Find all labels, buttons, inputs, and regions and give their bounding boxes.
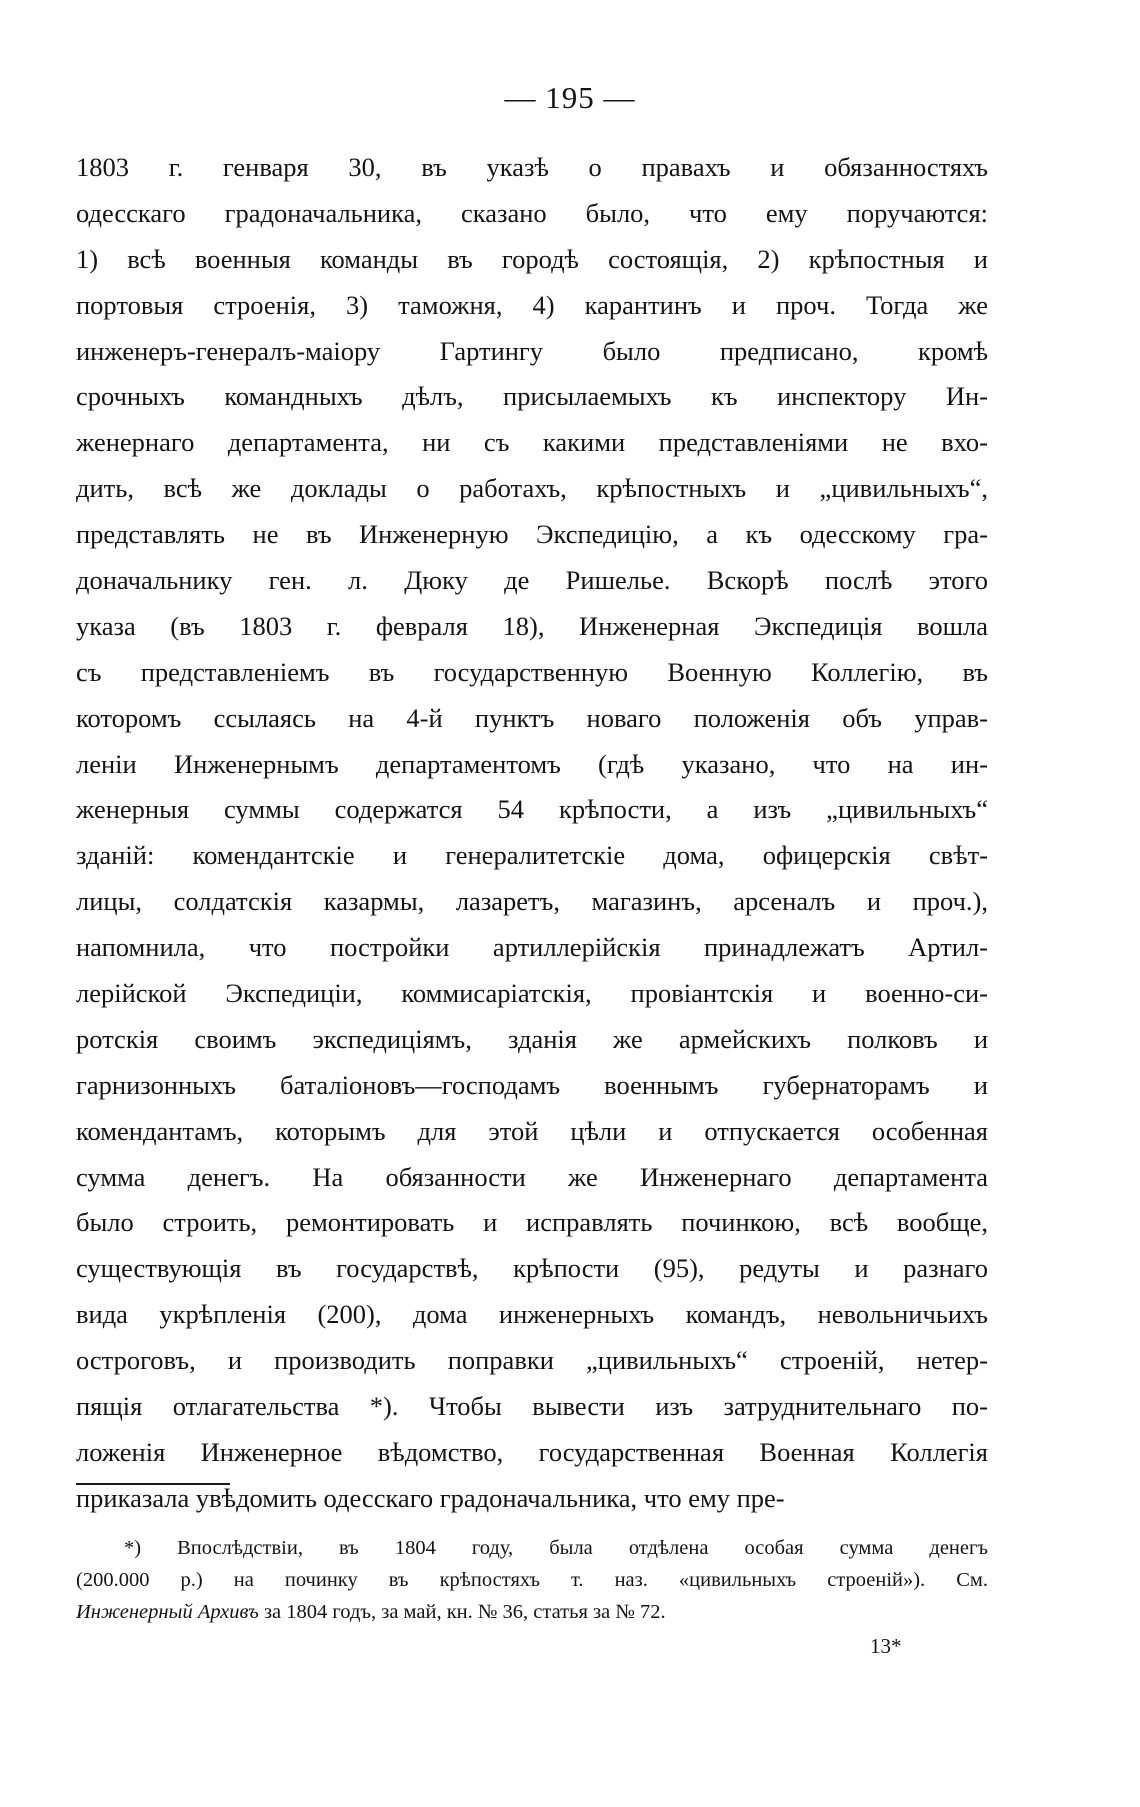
text-line: сумма денегъ. На обязанности же Инженернаго департамента [76,1161,988,1192]
text-line: 1803 г. генваря 30, въ указѣ о правахъ и обязанностяхъ [76,152,988,182]
text-line: 1) всѣ военныя команды въ городѣ состоящія, 2) крѣпостныя и [76,243,988,274]
footnote-line: *) Впослѣдствіи, въ 1804 году, была отдѣлена особая сумма денегъ [124,1537,988,1559]
text-line: указа (въ 1803 г. февраля 18), Инженерная Экспедиція вошла [76,610,988,641]
text-line: зданій: комендантскіе и генералитетскіе дома, офицерскія свѣт- [76,840,988,871]
text-line: гарнизонныхъ баталіоновъ—господамъ военнымъ губернаторамъ и [76,1069,988,1100]
text-line: комендантамъ, которымъ для этой цѣли и отпускается особенная [76,1115,988,1146]
text-line: остроговъ, и производить поправки „цивильныхъ“ строеній, нетер- [76,1345,988,1376]
text-line: ротскія своимъ экспедиціямъ, зданія же армейскихъ полковъ и [76,1023,988,1054]
footnote-rule [76,1483,230,1485]
main-text [76,145,988,1522]
footnote-source-details: за 1804 годъ, за май, кн. № 36, статья за № 72. [258,1601,666,1623]
footnote [76,1532,988,1628]
text-line: лерійской Экспедиціи, коммисаріатскія, провіантскія и военно-си- [76,978,988,1009]
text-line: было строить, ремонтировать и исправлять починкою, всѣ вообще, [76,1207,988,1238]
text-line: съ представленіемъ въ государственную Военную Коллегію, въ [76,656,988,687]
text-line: лицы, солдатскія казармы, лазаретъ, магазинъ, арсеналъ и проч.), [76,886,988,917]
page-number: — 195 — [504,80,636,115]
text-line: существующія въ государствѣ, крѣпости (95), редуты и разнаго [76,1253,988,1284]
footnote-line: (200.000 р.) на починку въ крѣпостяхъ т. наз. «цивильныхъ строеній»). См. [76,1569,988,1591]
text-line: ложенія Инженерное вѣдомство, государственная Военная Коллегія [76,1436,988,1467]
text-line: доначальнику ген. л. Дюку де Ришелье. Вскорѣ послѣ этого [76,565,988,596]
text-line: которомъ ссылаясь на 4-й пунктъ новаго положенія объ управ- [76,702,988,733]
footnote-line [76,1596,988,1628]
text-line: леніи Инженернымъ департаментомъ (гдѣ указано, что на ин- [76,748,988,779]
text-line: срочныхъ командныхъ дѣлъ, присылаемыхъ къ инспектору Ин- [76,381,988,412]
signature-mark: 13* [870,1634,902,1658]
text-line: дить, всѣ же доклады о работахъ, крѣпостныхъ и „цивильныхъ“, [76,473,988,504]
footnote-source-title: Инженерный Архивъ [76,1601,259,1623]
text-line: портовыя строенія, 3) таможня, 4) карантинъ и проч. Тогда же [76,289,988,320]
text-line: напомнила, что постройки артиллерійскія принадлежатъ Артил- [76,932,988,963]
text-line: вида укрѣпленія (200), дома инженерныхъ командъ, невольничьихъ [76,1299,988,1330]
text-line: женерныя суммы содержатся 54 крѣпости, а изъ „цивильныхъ“ [76,794,988,825]
text-line: пящія отлагательства *). Чтобы вывести изъ затруднительнаго по- [76,1391,988,1422]
text-line: инженеръ-генералъ-маіору Гартингу было предписано, кромѣ [76,335,988,366]
text-line: женернаго департамента, ни съ какими представленіями не вхо- [76,427,988,458]
text-line: одесскаго градоначальника, сказано было, что ему поручаются: [76,197,988,228]
text-line: приказала увѣдомить одесскаго градоначальника, что ему пре- [76,1482,785,1513]
text-line: представлять не въ Инженерную Экспедицію, а къ одесскому гра- [76,519,988,550]
